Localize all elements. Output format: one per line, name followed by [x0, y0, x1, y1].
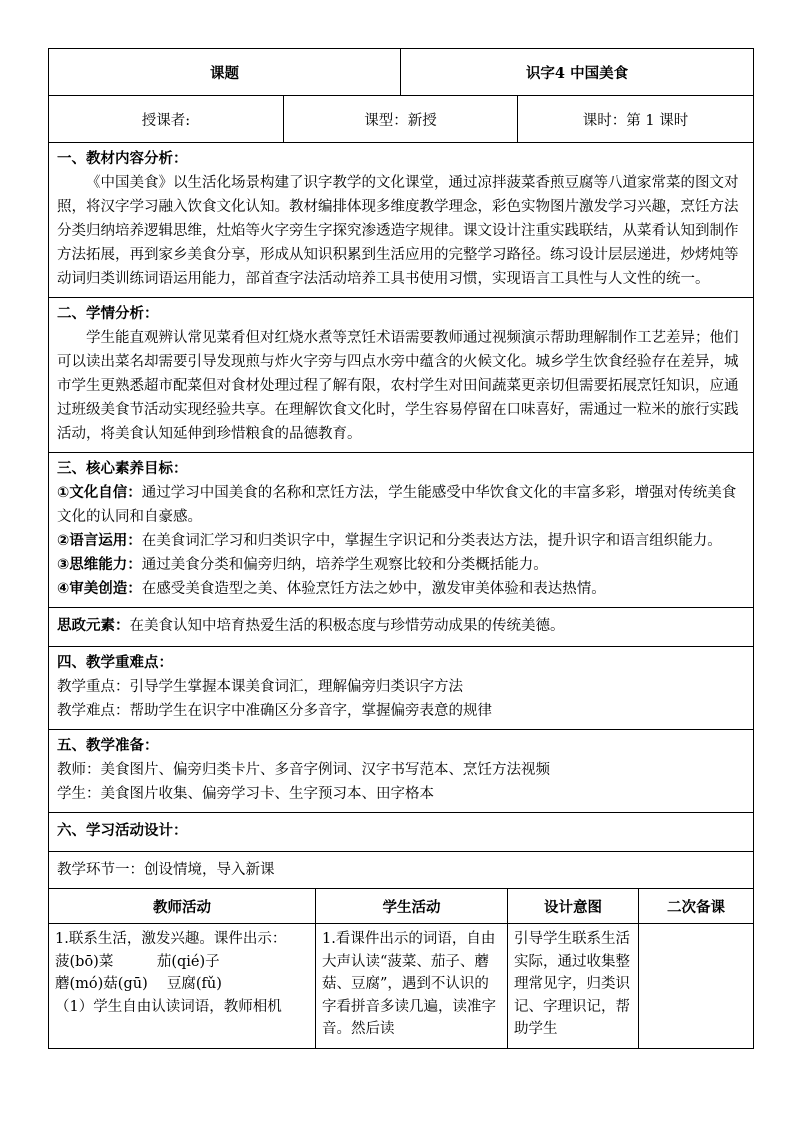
second-prep-cell: [639, 924, 754, 1049]
keypoints-difficulty: 教学难点：帮助学生在识字中准确区分多音字，掌握偏旁表意的规律: [57, 703, 492, 719]
ideology-label: 思政元素：: [57, 618, 130, 634]
goal-item: [57, 529, 745, 553]
goal-text: 在感受美食造型之美、体验烹饪方法之妙中，激发审美体验和表达热情。: [141, 581, 606, 597]
prep-title: 五、教学准备：: [57, 738, 159, 754]
goal-text: 通过美食分类和偏旁归纳，培养学生观察比较和分类概括能力。: [141, 557, 548, 573]
analysis-title: 一、教材内容分析：: [57, 151, 188, 167]
teacher-activity-line: （1）学生自由认读词语，教师相机: [55, 998, 282, 1015]
teacher-activity-line: 1.联系生活，激发兴趣。课件出示：: [55, 931, 287, 947]
goal-item: [57, 481, 745, 529]
prep-student: 学生：美食图片收集、偏旁学习卡、生字预习本、田字格本: [57, 786, 434, 802]
col-second-prep: 二次备课: [639, 889, 754, 924]
design-intent-text: 引导学生联系生活实际，通过收集整理常见字，归类识记、字理识记，帮助学生: [514, 931, 630, 1037]
prep-teacher: 教师：美食图片、偏旁归类卡片、多音字例词、汉字书写范本、烹饪方法视频: [57, 762, 550, 778]
header-table: [48, 48, 754, 889]
teacher-activity-line: 蘑(mó)菇(gū) 豆腐(fǔ): [55, 976, 222, 992]
goals-section: [49, 453, 754, 608]
ideology-text: 在美食认知中培育热爱生活的积极态度与珍惜劳动成果的传统美德。: [129, 618, 565, 634]
lesson-type: 课型：新授: [284, 96, 518, 143]
design-section: [49, 813, 754, 852]
learners-title: 二、学情分析：: [57, 306, 159, 322]
design-title: 六、学习活动设计：: [57, 823, 188, 839]
second-prep-text: [639, 924, 753, 1048]
goal-label: ④审美创造：: [57, 581, 142, 597]
goal-text: 通过学习中国美食的名称和烹饪方法，学生能感受中华饮食文化的丰富多彩，增强对传统美食文化的认同和自豪感。: [57, 485, 737, 525]
goal-text: 在美食词汇学习和归类识字中，掌握生字识记和分类表达方法，提升识字和语言组织能力。: [141, 533, 722, 549]
analysis-text: 《中国美食》以生活化场景构建了识字教学的文化课堂，通过凉拌菠菜香煎豆腐等八道家常菜的图文对照，将汉字学习融入饮食文化认知。教材编排体现多维度教学理念，彩色实物图片激发学习兴趣，烹饪方法分类归纳培养逻辑思维，灶焰等火字旁生字探究渗透造字规律。课文设计注重实践联结，从菜肴认知到制作方法拓展，再到家乡美食分享，形成从知识积累到生活应用的完整学习路径。练习设计层层递进，炒烤炖等动词归类训练词语运用能力，部首查字法活动培养工具书使用习惯，实现语言工具性与人文性的统一。: [57, 175, 739, 287]
analysis-section: [49, 143, 754, 298]
goal-item: [57, 577, 745, 601]
keypoints-section: [49, 647, 754, 730]
learners-section: [49, 298, 754, 453]
student-activity-text: 1.看课件出示的词语，自由大声认读“菠菜、茄子、蘑菇、豆腐”，遇到不认识的字看拼音多读几遍，读准字音。然后读: [322, 931, 496, 1037]
ideology-section: [49, 608, 754, 647]
design-step-text: 教学环节一：创设情境，导入新课: [57, 862, 275, 878]
goals-title: 三、核心素养目标：: [57, 461, 188, 477]
learners-text: 学生能直观辨认常见菜肴但对红烧水煮等烹饪术语需要教师通过视频演示帮助理解制作工艺差异；他们可以读出菜名却需要引导发现煎与炸火字旁与四点水旁中蕴含的火候文化。城乡学生饮食经验存在差异，城市学生更熟悉超市配菜但对食材处理过程了解有限，农村学生对田间蔬菜更亲切但需要拓展烹饪知识，应通过班级美食节活动实现经验共享。在理解饮食文化时，学生容易停留在口味喜好，需通过一粒米的旅行实践活动，将美食认知延伸到珍惜粮食的品德教育。: [57, 330, 739, 442]
goal-label: ③思维能力：: [57, 557, 142, 573]
activity-table: [48, 888, 754, 1049]
design-step: [49, 852, 754, 889]
keypoints-title: 四、教学重难点：: [57, 655, 173, 671]
lesson-time: 课时：第 1 课时: [518, 96, 754, 143]
keypoints-focus: 教学重点：引导学生掌握本课美食词汇，理解偏旁归类识字方法: [57, 679, 463, 695]
student-activity-cell: [316, 924, 508, 1049]
prep-section: [49, 730, 754, 813]
col-student-activity: 学生活动: [316, 889, 508, 924]
goal-item: [57, 553, 745, 577]
teacher-label: 授课者:: [49, 96, 284, 143]
topic-value: 识字4 中国美食: [401, 49, 754, 96]
teacher-activity-cell: [49, 924, 316, 1049]
topic-label: 课题: [49, 49, 401, 96]
goal-label: ②语言运用：: [57, 533, 142, 549]
goal-label: ①文化自信：: [57, 485, 142, 501]
teacher-activity-line: 菠(bō)菜 茄(qié)子: [55, 953, 220, 970]
col-teacher-activity: 教师活动: [49, 889, 316, 924]
col-design-intent: 设计意图: [508, 889, 639, 924]
lesson-plan: [48, 48, 753, 1049]
design-intent-cell: [508, 924, 639, 1049]
